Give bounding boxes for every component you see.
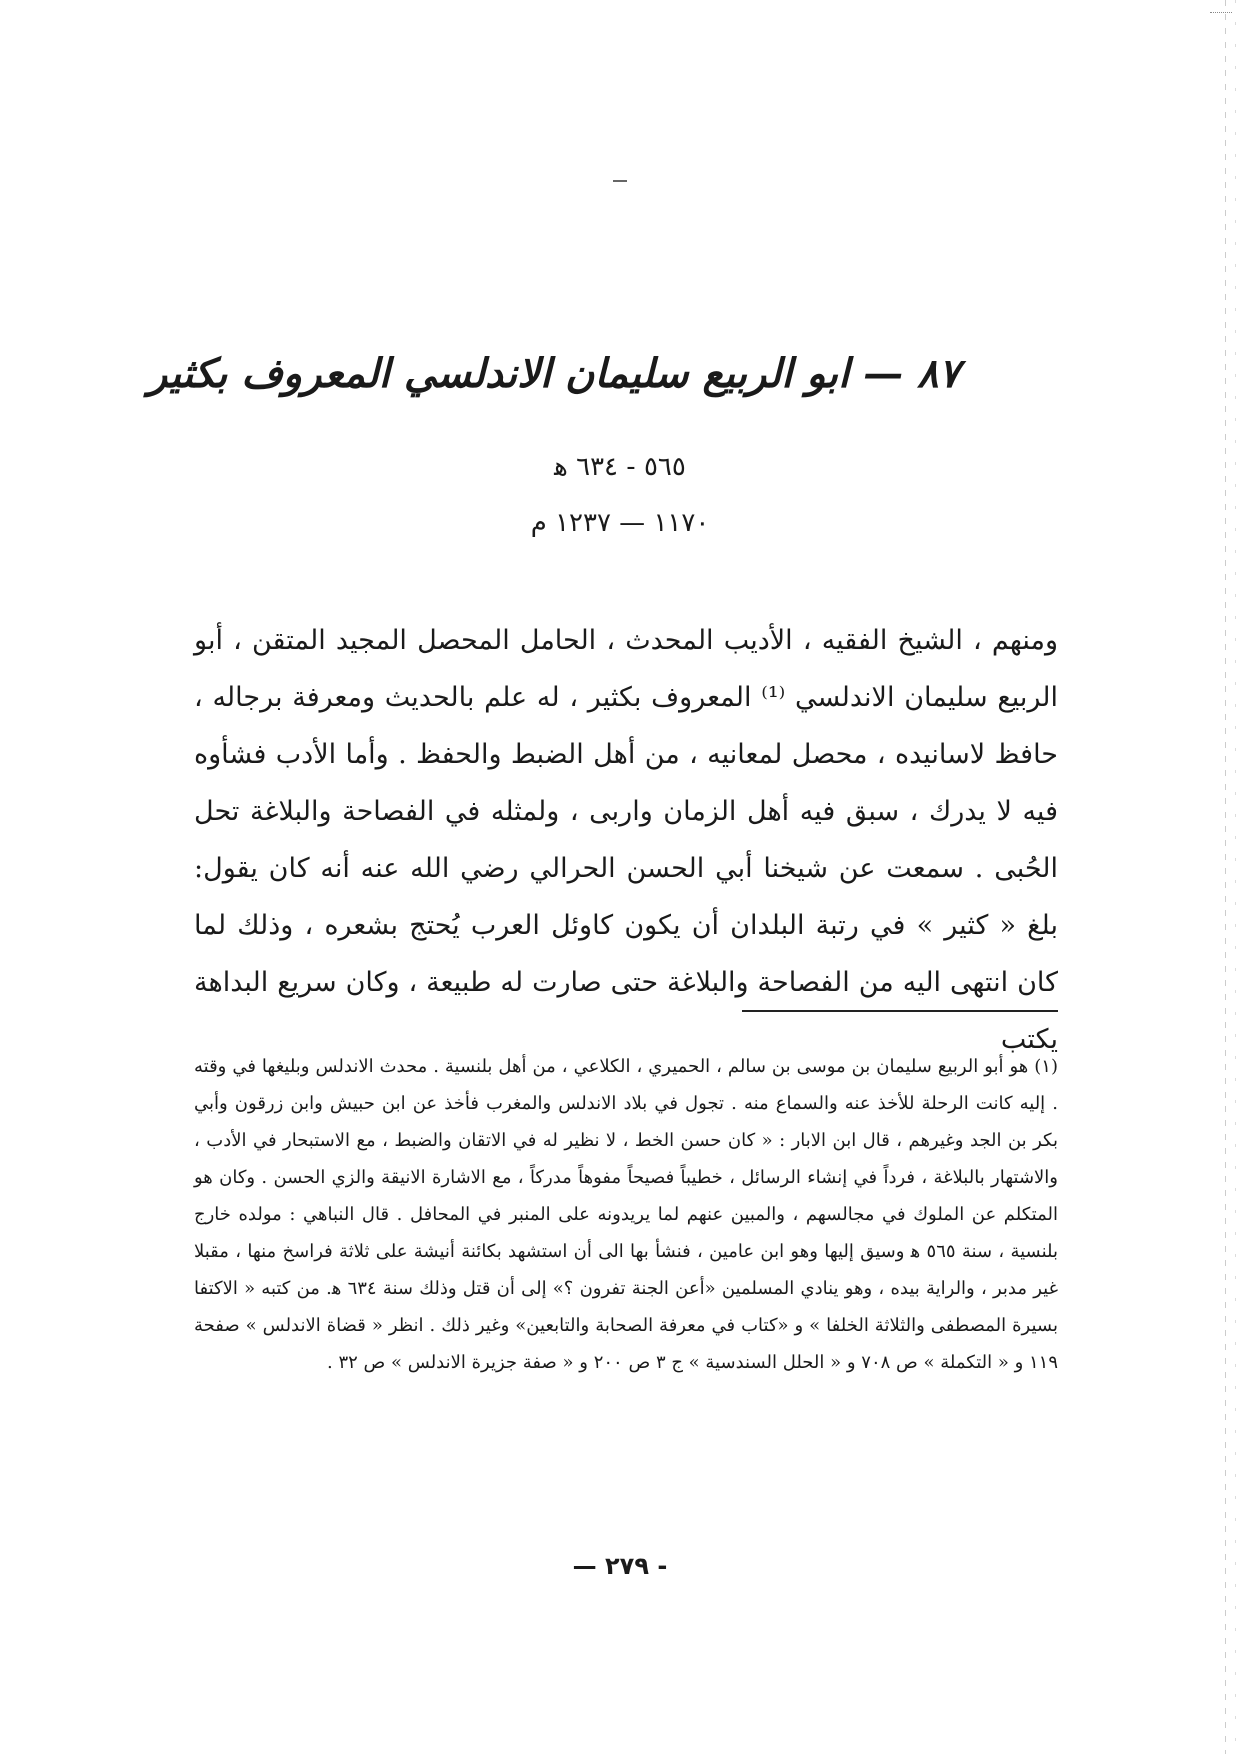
footnote-separator [742,1010,1058,1012]
scan-corner-mark [1210,12,1232,17]
footnote-text: (١) هو أبو الربيع سليمان بن موسى بن سالم ، الحميري ، الكلاعي ، من أهل بلنسية . محدث الاندلس وبليغها في وقته . إليه كانت الرحلة للأخذ عنه والسماع منه . تجول في بلاد الاندلس والمغرب فأخذ عن ابن حبيش وابن زرقون وأبي بكر بن الجد وغيرهم ، قال ابن الابار : « كان حسن الخط ، لا نظير له في الاتقان والضبط ، مع الاستبحار في الأدب ، والاشتهار بالبلاغة ، فرداً في إنشاء الرسائل ، خطيباً فصيحاً مفوهاً مدركاً ، مع الاشارة الانيقة والزي الحسن . وكان هو المتكلم عن الملوك في مجالسهم ، والمبين عنهم لما يريدونه على المنبر في المحافل . قال النباهي : مولده خارج بلنسية ، سنة ٥٦٥ ﻫ وسيق إليها وهو ابن عامين ، فنشأ بها الى أن استشهد بكائنة أنيشة على ثلاثة فراسخ منها ، مقبلا غير مدبر ، والراية بيده ، وهو ينادي المسلمين «أعن الجنة تفرون ؟» إلى أن قتل وذلك سنة ٦٣٤ ﻫ. من كتبه « الاكتفا بسيرة المصطفى والثلاثة الخلفا » و «كتاب في معرفة الصحابة والتابعين» وغير ذلك . انظر « قضاة الاندلس » صفحة ١١٩ و « التكملة » ص ٧٠٨ و « الحلل السندسية » ج ٣ ص ٢٠٠ و « صفة جزيرة الاندلس » ص ٣٢ . [194,1056,1059,1373]
scan-edge-shadow [1225,0,1226,1754]
top-dash-mark [613,180,627,182]
biography-heading: ٨٧ — ابو الربيع سليمان الاندلسي المعروف بكثير [147,350,960,397]
page-number: - ٢٧٩ — [572,1552,668,1580]
scan-edge-shadow-outer [1235,0,1236,1754]
body-paragraph: ومنهم ، الشيخ الفقيه ، الأديب المحدث ، الحامل المحصل المجيد المتقن ، أبو الربيع سليمان الاندلسي ⁽¹⁾ المعروف بكثير ، له علم بالحديث ومعرفة برجاله ، حافظ لاسانيده ، محصل لمعانيه ، من أهل الضبط والحفظ . وأما الأدب فشأوه فيه لا يدرك ، سبق فيه أهل الزمان واربى ، ولمثله في الفصاحة والبلاغة تحل الحُبى . سمعت عن شيخنا أبي الحسن الحرالي رضي الله عنه أنه كان يقول: بلغ « كثير » في رتبة البلدان أن يكون كاوئل العرب يُحتج بشعره ، وذلك لما كان انتهى اليه من الفصاحة والبلاغة حتى صارت له طبيعة ، وكان سريع البداهة يكتب [194,625,1058,1055]
gregorian-dates: ١١٧٠ — ١٢٣٧ م [530,508,710,538]
hijri-dates: ٥٦٥ - ٦٣٤ ﻫ [554,452,686,482]
